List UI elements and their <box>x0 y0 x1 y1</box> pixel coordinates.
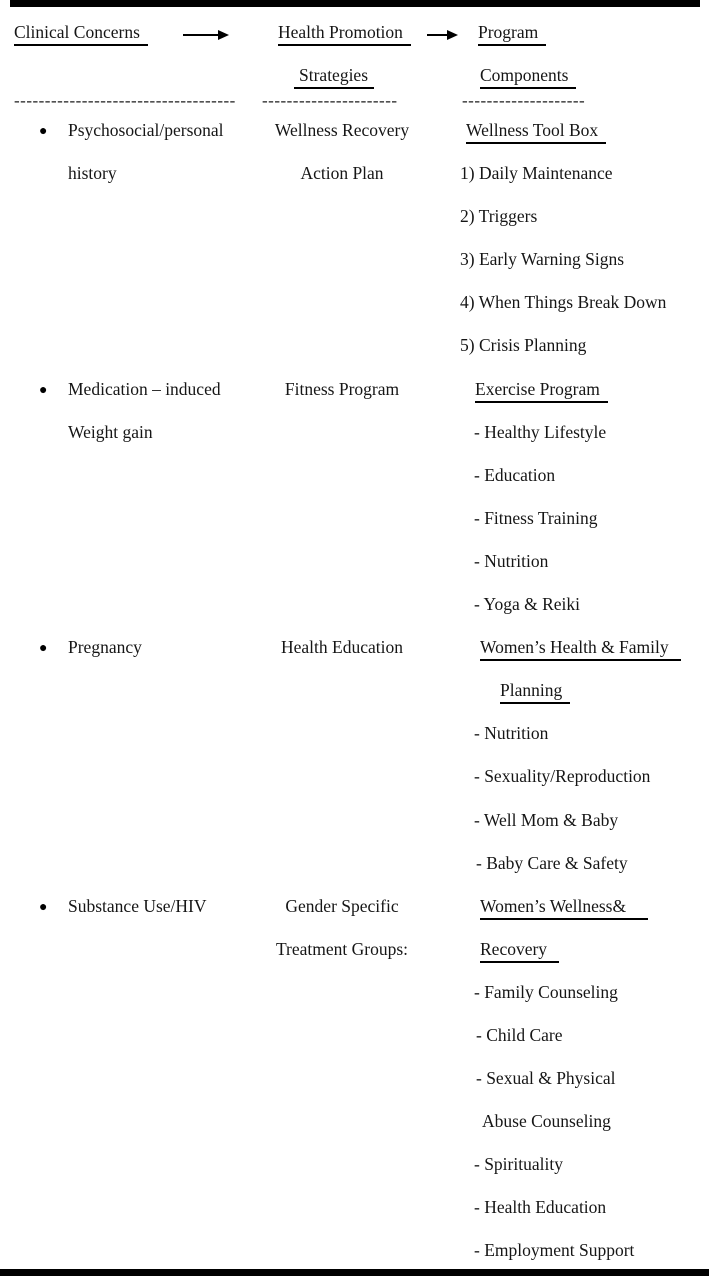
program-component-heading: Women’s Health & Family <box>480 637 681 661</box>
table-row <box>0 422 709 465</box>
bullet-icon: ● <box>39 641 48 657</box>
program-component-heading: Planning <box>500 680 570 704</box>
table-row <box>0 206 709 249</box>
strategy-text: Health Education <box>281 637 403 658</box>
program-component-item: - Fitness Training <box>474 507 598 528</box>
strategy-text: Action Plan <box>300 163 384 184</box>
table-row <box>0 249 709 292</box>
table-row <box>0 292 709 335</box>
arrow-right-icon <box>183 29 229 41</box>
arrow-right-icon <box>427 29 458 41</box>
column-header-program-line1: Program <box>478 22 546 46</box>
table-top-rule <box>10 0 700 7</box>
column-header-program-line2: Components <box>480 65 576 89</box>
program-component-item: - Baby Care & Safety <box>476 852 628 873</box>
program-component-heading: Wellness Tool Box <box>466 120 606 144</box>
program-component-heading: Women’s Wellness& <box>480 896 648 920</box>
table-row <box>0 723 709 766</box>
table-row <box>0 1197 709 1240</box>
program-component-item: - Healthy Lifestyle <box>474 421 607 442</box>
table-row <box>0 120 709 163</box>
program-component-heading: Exercise Program <box>475 379 608 403</box>
table-row <box>0 379 709 422</box>
program-component-item: 4) When Things Break Down <box>460 292 667 313</box>
program-component-item: - Education <box>474 464 556 485</box>
program-component-heading: Recovery <box>480 939 559 963</box>
table-row <box>0 982 709 1025</box>
separator-dashes-col2: ---------------------- <box>262 91 398 110</box>
table-row <box>0 594 709 637</box>
bullet-icon: ● <box>39 382 48 398</box>
strategy-text: Fitness Program <box>284 378 400 399</box>
column-header-clinical-concerns: Clinical Concerns <box>14 22 148 46</box>
program-component-item: - Spirituality <box>474 1154 563 1175</box>
program-component-item: - Sexual & Physical <box>476 1068 616 1089</box>
table-row <box>0 465 709 508</box>
program-component-item: - Employment Support <box>474 1240 635 1261</box>
program-component-item: - Well Mom & Baby <box>474 809 619 830</box>
strategy-text: Gender Specific <box>285 895 399 916</box>
strategy-text: Wellness Recovery <box>274 120 410 140</box>
clinical-concern-text: history <box>68 163 117 184</box>
table-row <box>0 810 709 853</box>
bullet-icon: ● <box>39 899 48 915</box>
table-row <box>0 1068 709 1111</box>
program-component-item: - Child Care <box>476 1024 563 1045</box>
program-component-item: 3) Early Warning Signs <box>460 249 625 270</box>
table-row <box>0 853 709 896</box>
table-row <box>0 1025 709 1068</box>
separator-dashes-col3: -------------------- <box>462 91 586 110</box>
clinical-concern-item <box>0 637 252 680</box>
clinical-concern-item <box>0 120 252 163</box>
table-row <box>0 1111 709 1154</box>
program-component-item: - Family Counseling <box>474 981 618 1002</box>
table-row <box>0 163 709 206</box>
table-body <box>0 120 709 1280</box>
table-row <box>0 508 709 551</box>
table-row <box>0 939 709 982</box>
program-component-item: - Yoga & Reiki <box>474 594 580 615</box>
table-bottom-rule <box>0 1269 709 1276</box>
table-row <box>0 637 709 680</box>
program-component-item: - Nutrition <box>474 550 549 571</box>
clinical-concern-item <box>0 896 252 939</box>
table-row <box>0 766 709 809</box>
table-row <box>0 335 709 378</box>
program-component-item-continuation: Abuse Counseling <box>482 1111 611 1132</box>
program-component-item: - Sexuality/Reproduction <box>474 766 651 787</box>
clinical-concern-text: Psychosocial/personal <box>68 120 224 140</box>
program-component-item: 5) Crisis Planning <box>460 335 587 356</box>
column-header-health-promotion-line2: Strategies <box>294 65 374 89</box>
program-component-item: - Health Education <box>474 1197 607 1218</box>
table-row <box>0 680 709 723</box>
table-row <box>0 1154 709 1197</box>
clinical-concern-text: Substance Use/HIV <box>68 895 207 916</box>
program-component-item: 1) Daily Maintenance <box>460 163 613 184</box>
table-row <box>0 551 709 594</box>
clinical-concern-text: Medication – induced <box>68 378 221 399</box>
clinical-concern-item <box>0 379 252 422</box>
strategy-text: Treatment Groups: <box>275 938 409 959</box>
clinical-concern-text: Pregnancy <box>68 637 142 658</box>
clinical-concern-text: Weight gain <box>68 421 153 442</box>
bullet-icon: ● <box>39 124 48 139</box>
separator-dashes-col1: ------------------------------------ <box>14 91 236 110</box>
program-component-item: - Nutrition <box>474 723 549 744</box>
table-row <box>0 896 709 939</box>
program-component-item: 2) Triggers <box>460 206 538 227</box>
column-header-health-promotion-line1: Health Promotion <box>278 22 411 46</box>
